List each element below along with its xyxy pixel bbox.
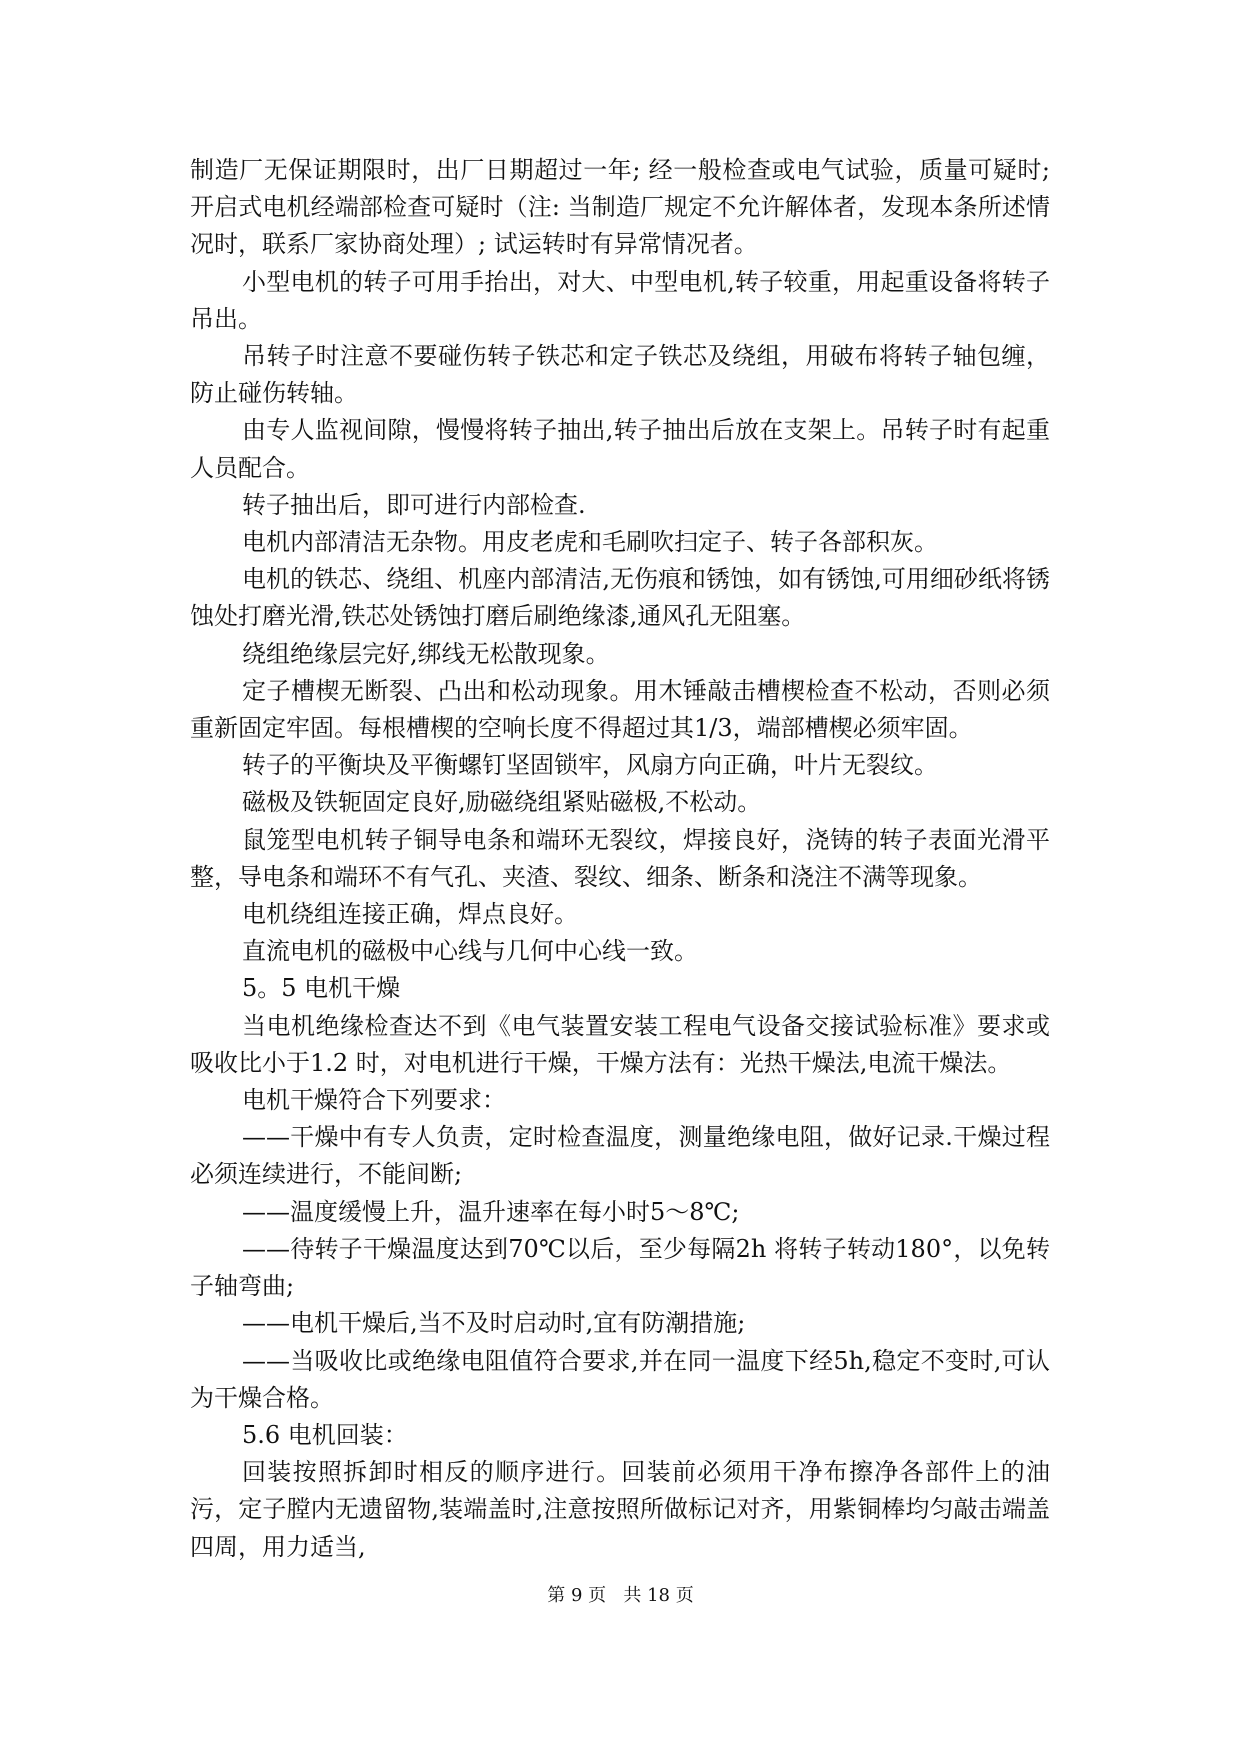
paragraph: 吊转子时注意不要碰伤转子铁芯和定子铁芯及绕组，用破布将转子轴包缠，防止碰伤转轴。 (190, 342, 1050, 408)
list-item: ——当吸收比或绝缘电阻值符合要求,并在同一温度下经5h,稳定不变时,可认为干燥合格。 (190, 1346, 1050, 1412)
list-item: ——电机干燥后,当不及时启动时,宜有防潮措施; (242, 1309, 746, 1338)
paragraph: 绕组绝缘层完好,绑线无松散现象。 (242, 639, 610, 668)
document-body (190, 152, 1050, 1566)
paragraph: 磁极及铁轭固定良好,励磁绕组紧贴磁极,不松动。 (242, 788, 762, 817)
paragraph: 回装按照拆卸时相反的顺序进行。回装前必须用干净布擦净各部件上的油污，定子膛内无遗留物,装端盖时,注意按照所做标记对齐，用紫铜棒均匀敲击端盖四周，用力适当, (190, 1458, 1050, 1561)
page-footer (0, 1584, 1241, 1608)
paragraph: 转子抽出后，即可进行内部检查. (242, 490, 586, 519)
section-heading: 5。5 电机干燥 (242, 974, 401, 1003)
paragraph: 电机干燥符合下列要求： (242, 1086, 506, 1115)
paragraph: 电机的铁芯、绕组、机座内部清洁,无伤痕和锈蚀，如有锈蚀,可用细砂纸将锈蚀处打磨光滑,铁芯处锈蚀打磨后刷绝缘漆,通风孔无阻塞。 (190, 565, 1050, 631)
page-total: 共 18 页 (623, 1585, 694, 1606)
paragraph: 小型电机的转子可用手抬出，对大、中型电机,转子较重，用起重设备将转子吊出。 (190, 267, 1050, 333)
paragraph: 转子的平衡块及平衡螺钉坚固锁牢，风扇方向正确，叶片无裂纹。 (242, 751, 938, 780)
paragraph: 由专人监视间隙，慢慢将转子抽出,转子抽出后放在支架上。吊转子时有起重人员配合。 (190, 416, 1050, 482)
paragraph: 当电机绝缘检查达不到《电气装置安装工程电气设备交接试验标准》要求或吸收比小于1.2 时，对电机进行干燥，干燥方法有：光热干燥法,电流干燥法。 (190, 1011, 1050, 1077)
paragraph: 电机绕组连接正确，焊点良好。 (242, 900, 578, 929)
paragraph: 鼠笼型电机转子铜导电条和端环无裂纹，焊接良好，浇铸的转子表面光滑平整，导电条和端环不有气孔、夹渣、裂纹、细条、断条和浇注不满等现象。 (190, 825, 1050, 891)
paragraph: 电机内部清洁无杂物。用皮老虎和毛刷吹扫定子、转子各部积灰。 (242, 528, 938, 557)
page-number: 第 9 页 (547, 1585, 607, 1606)
paragraph: 直流电机的磁极中心线与几何中心线一致。 (242, 937, 698, 966)
list-item: ——干燥中有专人负责，定时检查温度，测量绝缘电阻，做好记录.干燥过程必须连续进行，不能间断; (190, 1123, 1050, 1189)
paragraph: 定子槽楔无断裂、凸出和松动现象。用木锤敲击槽楔检查不松动，否则必须重新固定牢固。每根槽楔的空响长度不得超过其1/3，端部槽楔必须牢固。 (190, 676, 1050, 743)
section-heading: 5.6 电机回装： (242, 1420, 408, 1449)
list-item: ——待转子干燥温度达到70℃以后，至少每隔2h 将转子转动180°，以免转子轴弯曲; (190, 1234, 1050, 1301)
paragraph: 制造厂无保证期限时，出厂日期超过一年; 经一般检查或电气试验，质量可疑时; 开启式电机经端部检查可疑时（注: 当制造厂规定不允许解体者，发现本条所述情况时，联系厂家协商处理）; 试运转时有异常情况者。 (190, 156, 1050, 259)
list-item: ——温度缓慢上升，温升速率在每小时5～8℃; (242, 1197, 740, 1226)
